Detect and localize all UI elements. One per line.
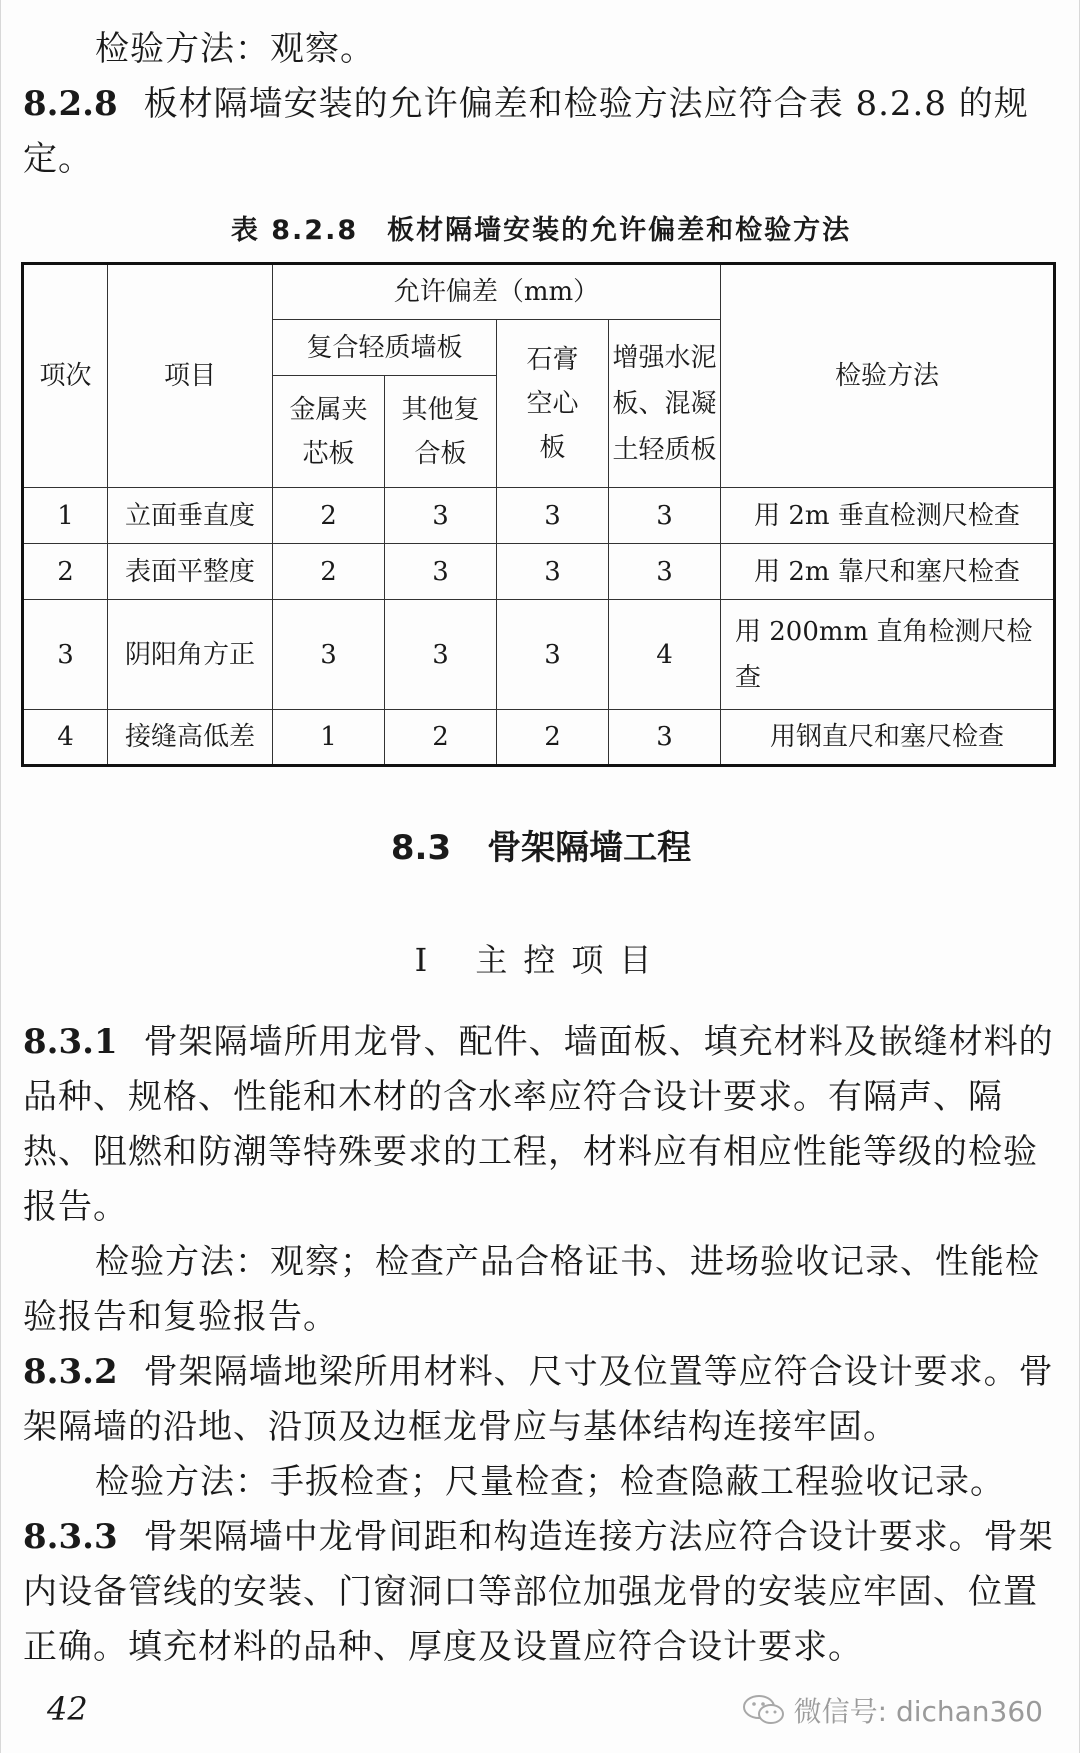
- header-item: 项目: [108, 264, 273, 488]
- row-value-metal: 1: [273, 710, 385, 766]
- row-index: 3: [23, 600, 108, 710]
- row-value-gypsum: 3: [497, 600, 609, 710]
- row-value-other: 3: [385, 488, 497, 544]
- table-row: [23, 710, 1055, 766]
- row-value-cement: 3: [609, 710, 721, 766]
- page-number: 42: [47, 1690, 88, 1728]
- section-title: [1, 820, 1080, 869]
- row-value-other: 3: [385, 600, 497, 710]
- table-row: [23, 600, 1055, 710]
- row-value-gypsum: 2: [497, 710, 609, 766]
- subsection-roman: Ⅰ: [414, 941, 444, 979]
- row-value-gypsum: 3: [497, 488, 609, 544]
- row-index: 2: [23, 544, 108, 600]
- row-value-metal: 2: [273, 488, 385, 544]
- row-item: 阴阳角方正: [108, 600, 273, 710]
- clause-text: 板材隔墙安装的允许偏差和检验方法应符合表 8.2.8 的规定。: [23, 84, 1029, 179]
- clause-8-3-2-method: 检验方法：手扳检查；尺量检查；检查隐蔽工程验收记录。: [95, 1462, 1005, 1502]
- clause-text: 骨架隔墙所用龙骨、配件、墙面板、填充材料及嵌缝材料的品种、规格、性能和木材的含水率应符合设计要求。有隔声、隔热、阻燃和防潮等特殊要求的工程，材料应有相应性能等级的检验报告。: [23, 1022, 1054, 1227]
- clause-number: 8.2.8: [23, 84, 118, 124]
- row-value-other: 3: [385, 544, 497, 600]
- subsection-name: 主控项目: [475, 941, 668, 979]
- row-index: 1: [23, 488, 108, 544]
- wechat-icon: [742, 1693, 786, 1727]
- section-name: 骨架隔墙工程: [487, 828, 692, 868]
- clause-number: 8.3.1: [23, 1022, 118, 1062]
- subsection-title: [1, 935, 1080, 981]
- header-method: 检验方法: [721, 264, 1055, 488]
- row-value-cement: 4: [609, 600, 721, 710]
- row-value-metal: 3: [273, 600, 385, 710]
- header-cement-board: 增强水泥板、混凝土轻质板: [609, 320, 721, 488]
- clause-8-3-1: [23, 1015, 1059, 1235]
- inspection-method-line: 检验方法：观察。: [95, 29, 375, 69]
- header-other-composite: 其他复合板: [385, 376, 497, 488]
- row-item: 立面垂直度: [108, 488, 273, 544]
- clause-number: 8.3.2: [23, 1352, 118, 1392]
- row-value-cement: 3: [609, 544, 721, 600]
- header-metal-sandwich: 金属夹芯板: [273, 376, 385, 488]
- table-row: [23, 544, 1055, 600]
- row-value-other: 2: [385, 710, 497, 766]
- header-allowed-deviation: 允许偏差（mm）: [273, 264, 721, 320]
- clause-text: 骨架隔墙地梁所用材料、尺寸及位置等应符合设计要求。骨架隔墙的沿地、沿顶及边框龙骨应与基体结构连接牢固。: [23, 1352, 1054, 1447]
- row-item: 接缝高低差: [108, 710, 273, 766]
- deviation-table: [21, 262, 1056, 767]
- row-value-cement: 3: [609, 488, 721, 544]
- wechat-watermark: [742, 1690, 1043, 1730]
- watermark-text: 微信号: dichan360: [793, 1695, 1043, 1728]
- table-caption: 表 8.2.8 板材隔墙安装的允许偏差和检验方法: [230, 215, 852, 246]
- clause-number: 8.3.3: [23, 1517, 118, 1557]
- row-value-metal: 2: [273, 544, 385, 600]
- header-composite-board: 复合轻质墙板: [273, 320, 497, 376]
- clause-8-2-8: [23, 77, 1059, 187]
- row-method: 用 200mm 直角检测尺检查: [721, 600, 1055, 710]
- header-index: 项次: [23, 264, 108, 488]
- row-value-gypsum: 3: [497, 544, 609, 600]
- row-item: 表面平整度: [108, 544, 273, 600]
- clause-8-3-3: [23, 1510, 1059, 1675]
- section-number: 8.3: [390, 828, 452, 868]
- row-method: 用 2m 靠尺和塞尺检查: [721, 544, 1055, 600]
- header-gypsum-board: 石膏空心板: [497, 320, 609, 488]
- row-method: 用 2m 垂直检测尺检查: [721, 488, 1055, 544]
- row-index: 4: [23, 710, 108, 766]
- clause-8-3-2: [23, 1345, 1059, 1455]
- table-row: [23, 488, 1055, 544]
- row-method: 用钢直尺和塞尺检查: [721, 710, 1055, 766]
- clause-text: 骨架隔墙中龙骨间距和构造连接方法应符合设计要求。骨架内设备管线的安装、门窗洞口等部位加强龙骨的安装应牢固、位置正确。填充材料的品种、厚度及设置应符合设计要求。: [23, 1517, 1054, 1667]
- clause-8-3-1-method: 检验方法：观察；检查产品合格证书、进场验收记录、性能检验报告和复验报告。: [23, 1242, 1040, 1337]
